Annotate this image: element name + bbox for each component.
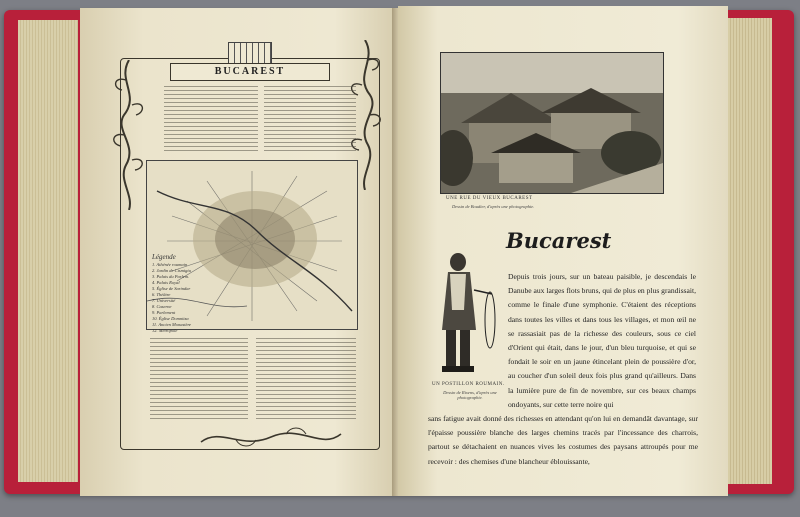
street-engraving	[440, 52, 664, 194]
legend-item: 11. Ancien Monastère	[152, 322, 192, 327]
legend-item: 9. Parlement	[152, 310, 176, 315]
castle-ornament-icon	[228, 42, 272, 63]
map-legend	[152, 262, 191, 334]
left-column-text	[164, 86, 258, 152]
legend-item: 12. Métropole	[152, 328, 178, 333]
right-column-text	[264, 86, 356, 152]
chapter-heading: Bucarest	[506, 228, 612, 253]
figure-caption: UN POSTILLON ROUMAIN.	[432, 382, 505, 387]
photo-caption: UNE RUE DU VIEUX BUCAREST	[446, 196, 533, 201]
bottom-scroll-ornament-icon	[196, 422, 346, 452]
lower-left-column-text	[150, 338, 248, 420]
photo-credit: Dessin de Boudier, d'après une photographie.	[452, 204, 535, 209]
legend-item: 5. Église de Sarindar	[152, 286, 191, 291]
legend-item: 10. Église Domnitza	[152, 316, 189, 321]
figure-credit: Dessin de Rixens, d'après une photographie.	[443, 390, 497, 400]
legend-item: 2. Jardin de Cismigiu	[152, 268, 191, 273]
paragraph-1: Depuis trois jours, sur un bateau paisible, je descendais le Danube aux larges flots bruns, qui de plus en plus grandissait, comme le finale d'une symphonie. C'étaient des réceptions dans toutes les villes et dans tous les villages, et mon œil ne se rassasiait pas de la richesse des couleurs, sous ce ciel d'Orient qui était, dans le jour, d'un bleu turquoise, et qui se fondait le soir en un jaune étincelant plein de poussière d'or, au coucher d'un soleil deux fois plus grand qu'ailleurs. Dans la lumière pure de fin de novembre, sur ces beaux champs ondoyants, sur cette terre noire qui	[508, 272, 696, 409]
paragraph-2: sans fatigue avait donné des richesses en attendant qu'on lui en demandât davantage, sur l'épaisse poussière blanche des larges chemins tracés par l'incessance des charrois, partout se détachaient en nuances vives les costumes des paysans attroupés pour me recevoir : des chemises d'une blancheur éblouissante,	[428, 414, 698, 466]
map-legend-title: Légende	[152, 253, 176, 261]
left-leaf-ornament-icon	[112, 60, 146, 210]
page-title: BUCAREST	[170, 63, 330, 81]
legend-item: 3. Palais du Parlem.	[152, 274, 190, 279]
postillion-figure	[428, 250, 498, 378]
legend-item: 7. Université	[152, 298, 176, 303]
lower-right-column-text	[256, 338, 356, 420]
legend-item: 8. Caserne	[152, 304, 172, 309]
legend-item: 1. Athénée roumain	[152, 262, 188, 267]
page-edges-right	[722, 18, 772, 484]
page-edges-left	[18, 20, 78, 482]
legend-item: 6. Théâtre	[152, 292, 171, 297]
legend-item: 4. Palais Royal	[152, 280, 180, 285]
